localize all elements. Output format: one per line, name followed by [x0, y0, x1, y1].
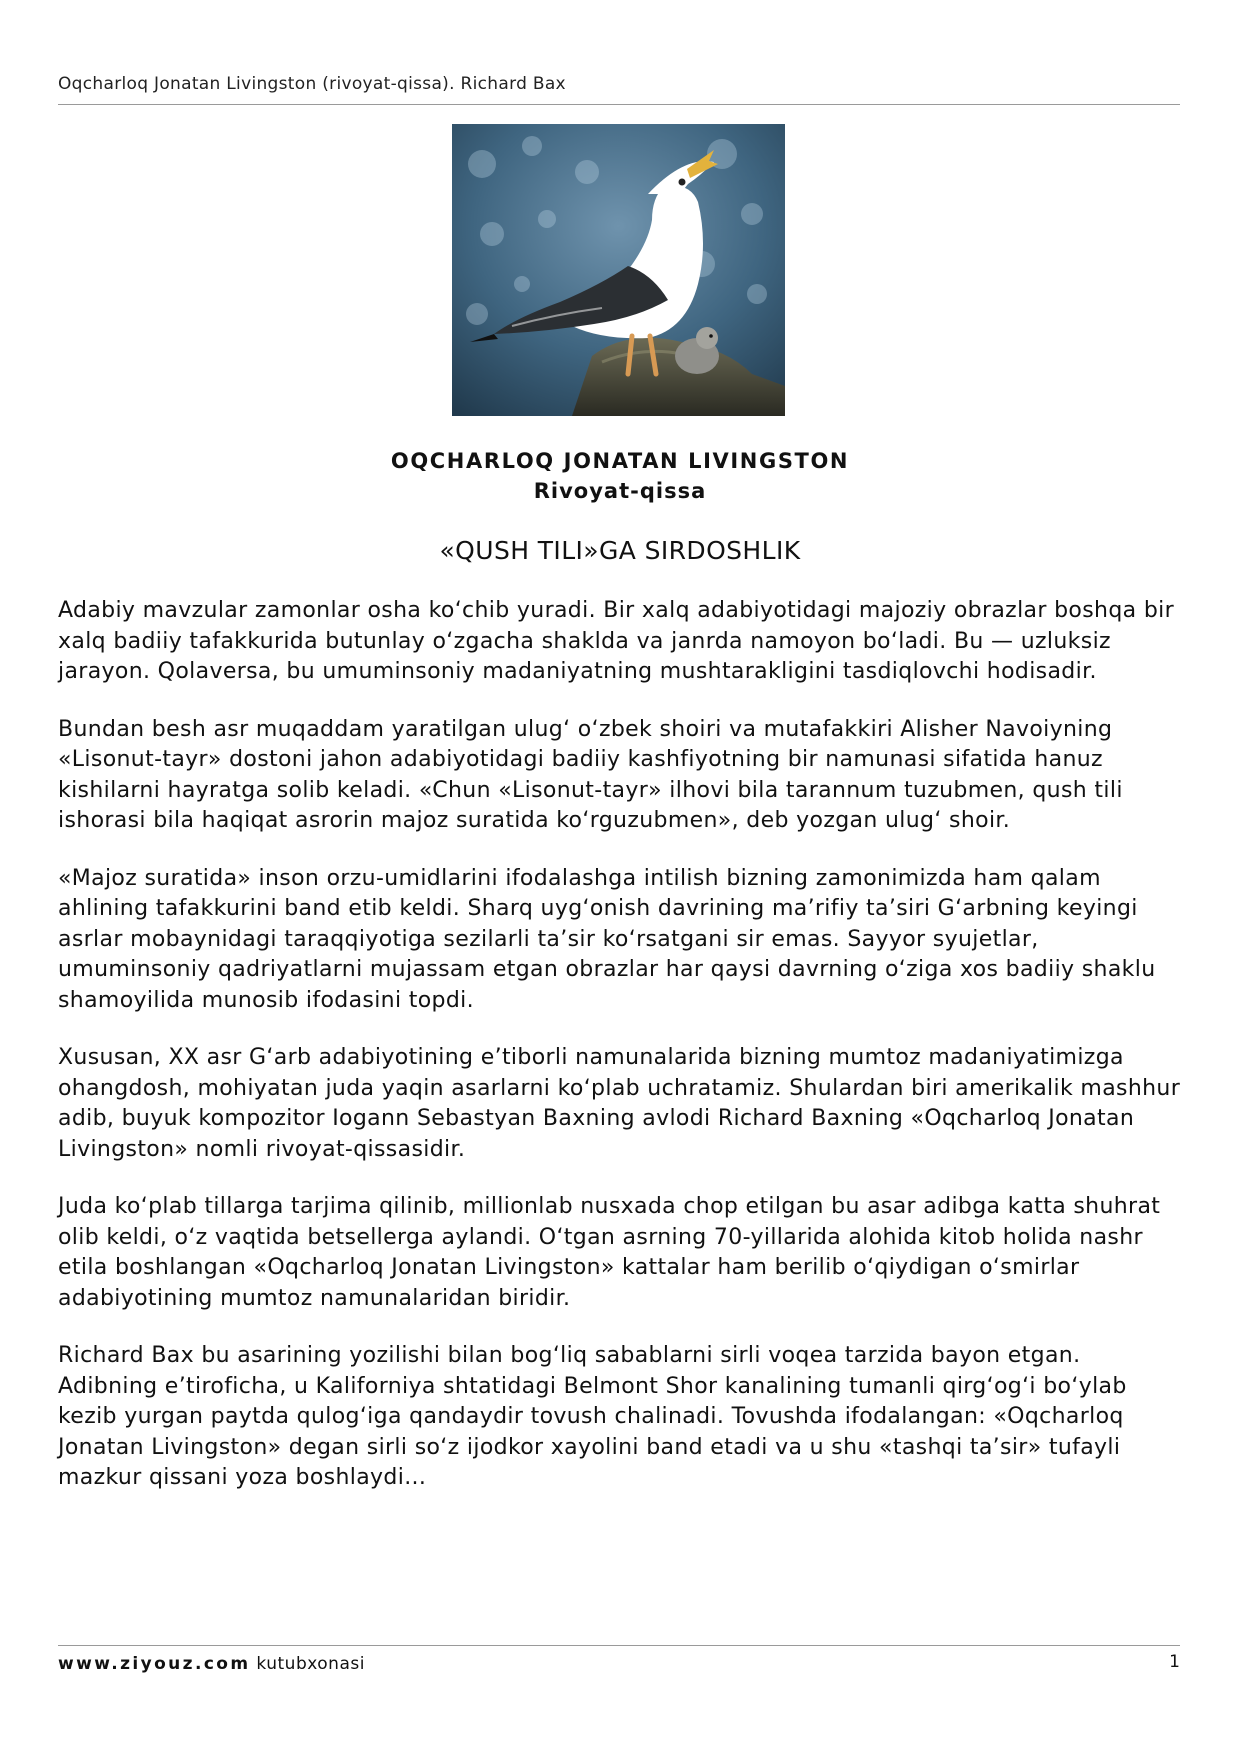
book-title: OQCHARLOQ JONATAN LIVINGSTON	[390, 449, 850, 473]
paragraph-1: Adabiy mavzular zamonlar osha ko‘chib yuradi. Bir xalq adabiyotidagi majoziy obrazlar boshqa bir xalq badiiy tafakkurida butunlay o‘zgacha shaklda va janrda namoyon bo‘ladi. Bu — uzluksiz jarayon. Qolaversa, bu umuminsoniy madaniyatning mushtarakligini tasdiqlovchi hodisadir.	[58, 598, 1174, 684]
paragraph-2: Bundan besh asr muqaddam yaratilgan ulug‘ o‘zbek shoiri va mutafakkiri Alisher Navoiyning «Lisonut-tayr» dostoni jahon adabiyotidagi badiiy kashfiyotning bir namunasi sifatida hanuz kishilarni hayratga solib keladi. «Chun «Lisonut-tayr» ilhovi bila tarannum tuzubmen, qush tili ishorasi bila haqiqat asrorin majoz suratida ko‘rguzubmen», deb yozgan ulug‘ shoir.	[58, 716, 1123, 833]
paragraph-5: Juda ko‘plab tillarga tarjima qilinib, millionlab nusxada chop etilgan bu asar adibga katta shuhrat olib keldi, o‘z vaqtida betsellerga aylandi. O‘tgan asrning 70-yillarida alohida kitob holida nashr etila boshlangan «Oqcharloq Jonatan Livingston» kattalar ham berilib o‘qiydigan o‘smirlar adabiyotining mumtoz namunalaridan biridir.	[58, 1194, 1161, 1311]
header-divider	[58, 104, 1180, 105]
footer-site-link[interactable]: www.ziyouz.com	[58, 1654, 251, 1674]
seagull-illustration	[452, 124, 785, 416]
running-header: Oqcharloq Jonatan Livingston (rivoyat-qissa). Richard Bax	[58, 74, 566, 94]
paragraph-6: Richard Bax bu asarining yozilishi bilan bog‘liq sabablarni sirli voqea tarzida bayon etgan. Adibning e’tiroficha, u Kaliforniya shtatidagi Belmont Shor kanalining tumanli qirg‘og‘i bo‘ylab kezib yurgan paytda qulog‘iga qandaydir tovush chalinadi. Tovushda ifodalangan: «Oqcharloq Jonatan Livingston» degan sirli so‘z ijodkor xayolini band etadi va u shu «tashqi ta’sir» tufayli mazkur qissani yoza boshlaydi...	[58, 1343, 1127, 1490]
paragraph-4: Xususan, XX asr G‘arb adabiyotining e’tiborli namunalarida bizning mumtoz madaniyatimizga ohangdosh, mohiyatan juda yaqin asarlarni ko‘plab uchratamiz. Shulardan biri amerikalik mashhur adib, buyuk kompozitor Iogann Sebastyan Baxning avlodi Richard Baxning «Oqcharloq Jonatan Livingston» nomli rivoyat-qissasidir.	[58, 1045, 1181, 1162]
section-heading: «QUSH TILI»GA SIRDOSHLIK	[439, 536, 801, 565]
footer-divider	[58, 1645, 1180, 1646]
paragraph-3: «Majoz suratida» inson orzu-umidlarini ifodalashga intilish bizning zamonimizda ham qalam ahlining tafakkurini band etib keldi. Sharq uyg‘onish davrining ma’rifiy ta’siri G‘arbning keyingi asrlar mobaynidagi taraqqiyotiga sezilarli ta’sir ko‘rsatgani sir emas. Sayyor syujetlar, umuminsoniy qadriyatlarni mujassam etgan obrazlar har qaysi davrning o‘ziga xos badiiy shaklu shamoyilida munosib ifodasini topdi.	[58, 865, 1156, 1013]
footer-library-label: kutubxonasi	[256, 1654, 365, 1674]
body-text	[58, 596, 1183, 1521]
page-number: 1	[1169, 1652, 1180, 1672]
footer-credit	[58, 1654, 365, 1674]
book-subtitle: Rivoyat-qissa	[533, 479, 707, 503]
title-block	[0, 446, 1240, 506]
seagull-photo-icon	[452, 124, 785, 416]
